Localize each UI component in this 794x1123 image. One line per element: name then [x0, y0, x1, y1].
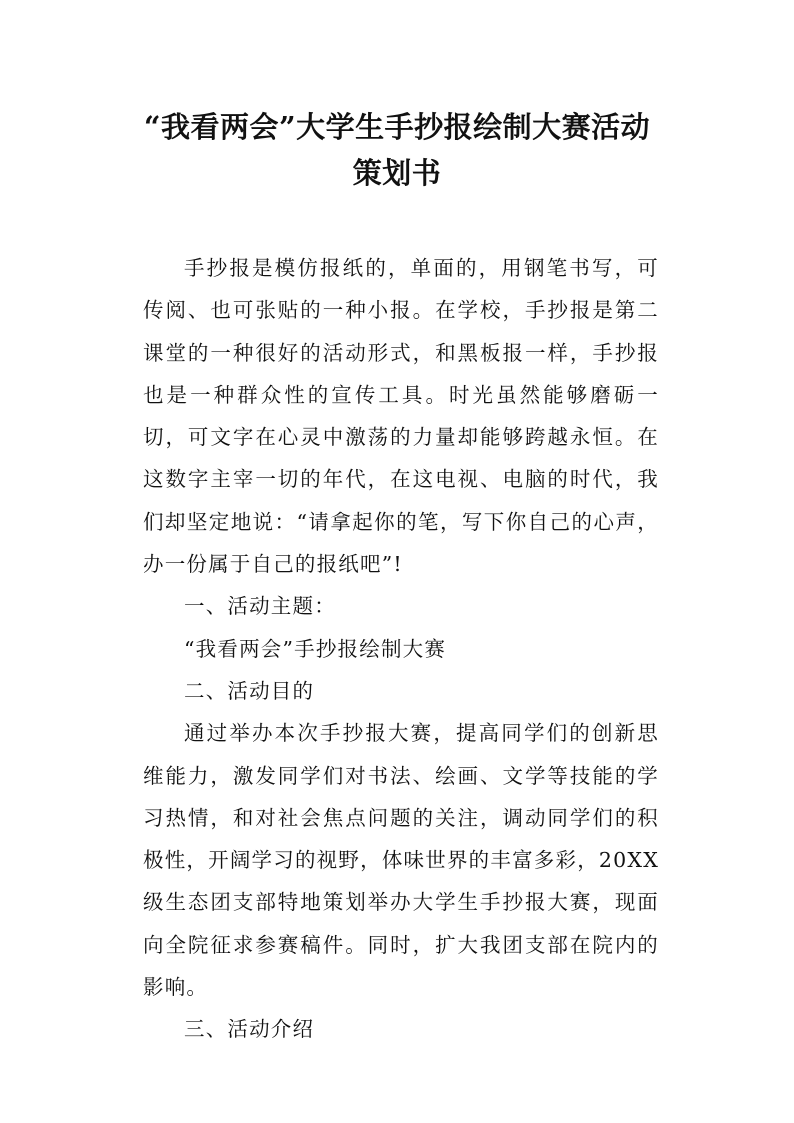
section-heading-theme: 一、活动主题： [184, 594, 336, 619]
document-body [143, 247, 659, 1051]
section-heading-purpose: 二、活动目的 [184, 678, 315, 703]
theme-paragraph: “我看两会”手抄报绘制大赛 [184, 636, 447, 661]
document-title [100, 104, 694, 196]
title-line-1: “我看两会”大学生手抄报绘制大赛活动 [143, 110, 651, 144]
title-line-2: 策划书 [352, 156, 442, 190]
intro-paragraph: 手抄报是模仿报纸的，单面的，用钢笔书写，可传阅、也可张贴的一种小报。在学校，手抄报是第二课堂的一种很好的活动形式，和黑板报一样，手抄报也是一种群众性的宣传工具。时光虽然能够磨砺一切，可文字在心灵中激荡的力量却能够跨越永恒。在这数字主宰一切的年代，在这电视、电脑的时代，我们却坚定地说：“请拿起你的笔，写下你自己的心声，办一份属于自己的报纸吧”! [143, 256, 659, 577]
purpose-paragraph: 通过举办本次手抄报大赛，提高同学们的创新思维能力，激发同学们对书法、绘画、文学等技能的学习热情，和对社会焦点问题的关注，调动同学们的积极性，开阔学习的视野，体味世界的丰富多彩，20XX级生态团支部特地策划举办大学生手抄报大赛，现面向全院征求参赛稿件。同时，扩大我团支部在院内的影响。 [143, 721, 659, 1000]
section-heading-introduction: 三、活动介绍 [184, 1017, 315, 1042]
